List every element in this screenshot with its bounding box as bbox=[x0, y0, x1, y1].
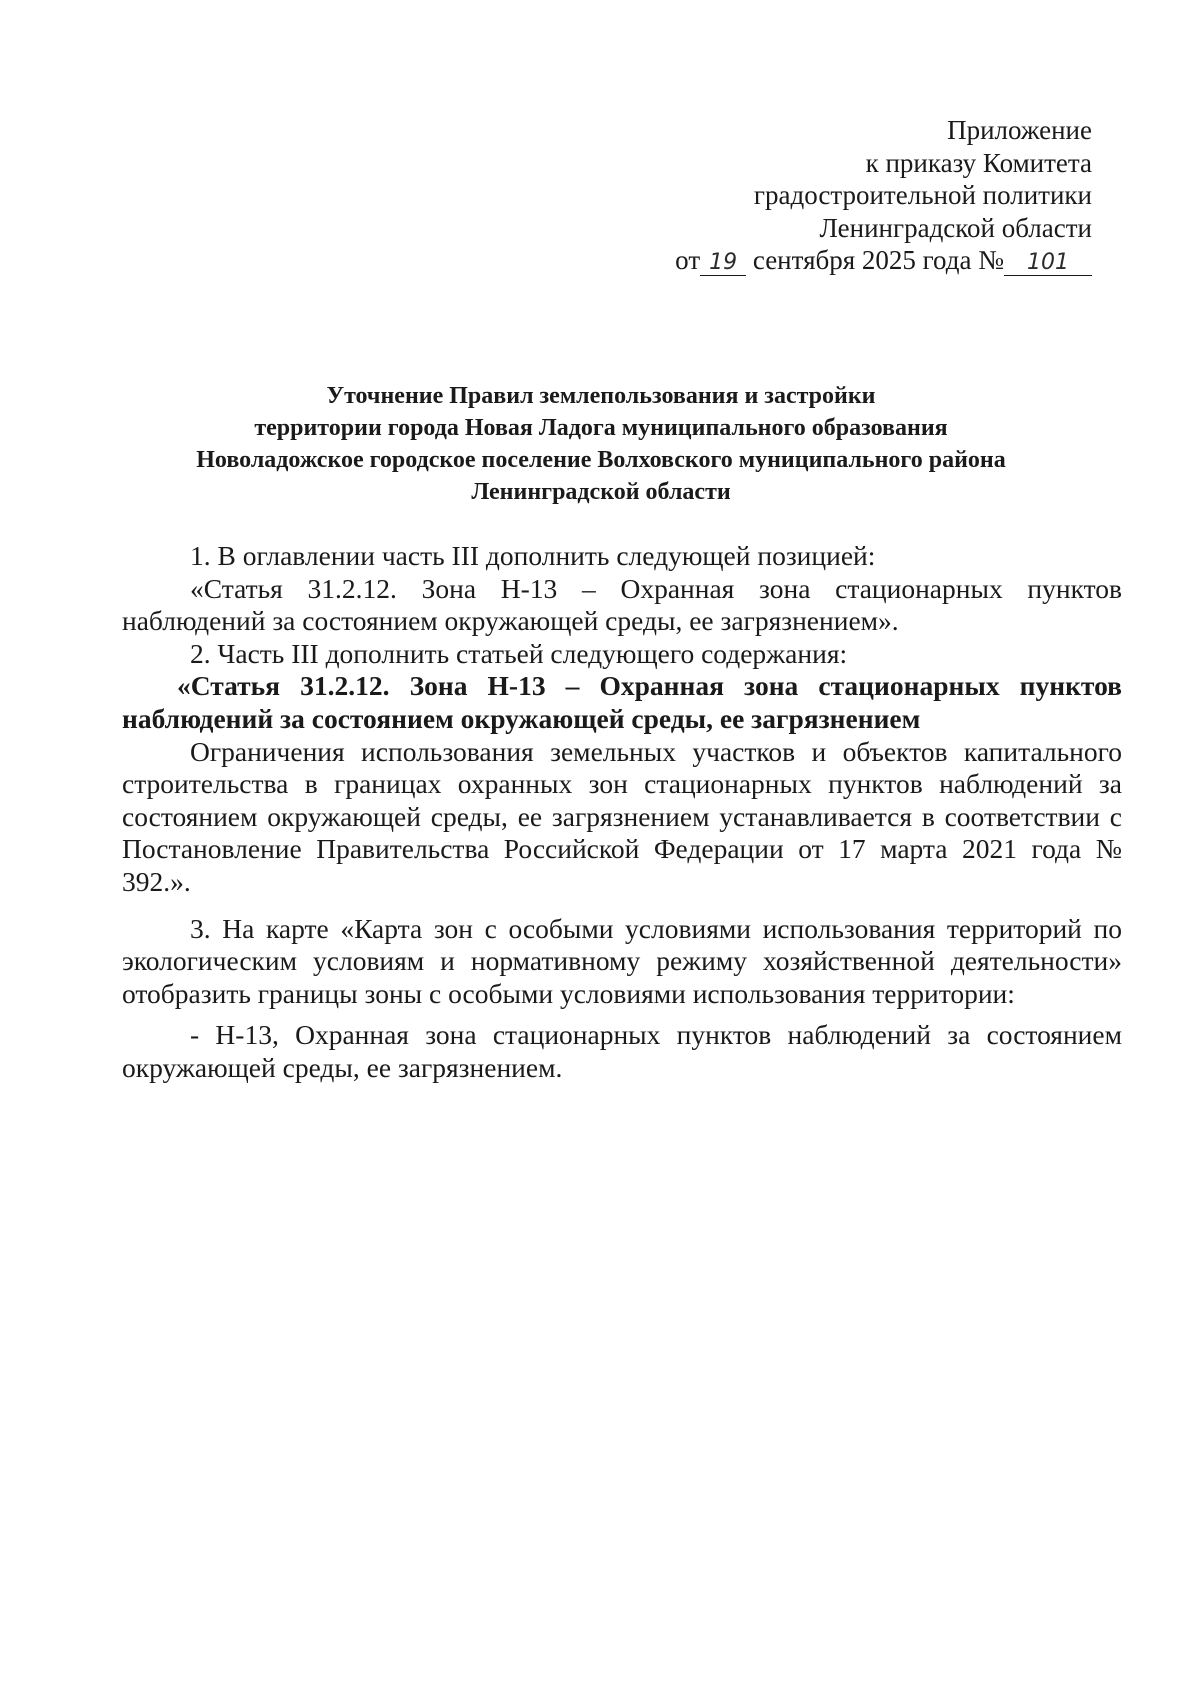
paragraph-1: 1. В оглавлении часть III дополнить следующей позицией: bbox=[190, 540, 876, 571]
article-heading: «Статья 31.2.12. Зона Н-13 – Охранная зона стационарных пунктов наблюдений за состоянием окружающей среды, ее загрязнением bbox=[122, 670, 1122, 734]
handwritten-day: 19 bbox=[700, 251, 746, 276]
appendix-date-line bbox=[572, 244, 1092, 277]
paragraph-restrictions: Ограничения использования земельных участков и объектов капитального строительства в границах охранных зон стационарных пунктов наблюдений за состоянием окружающей среды, ее загрязнением устанавливается в соответствии с Постановление Правительства Российской Федерации от 17 марта 2021 года № 392.». bbox=[122, 735, 1122, 897]
paragraph-2: «Статья 31.2.12. Зона Н-13 – Охранная зона стационарных пунктов наблюдений за состоянием окружающей среды, ее загрязнением». bbox=[122, 572, 1122, 637]
title-line-3: Новоладожское городское поселение Волховского муниципального района bbox=[196, 447, 1006, 473]
document-body bbox=[122, 540, 1122, 1085]
date-middle: сентября 2025 года № bbox=[752, 245, 1004, 275]
appendix-committee: градостроительной политики bbox=[753, 180, 1092, 210]
appendix-order-ref: к приказу Комитета bbox=[865, 147, 1092, 178]
title-line-2: территории города Новая Ладога муниципального образования bbox=[254, 415, 948, 441]
title-line-4: Ленинградской области bbox=[471, 479, 731, 505]
document-title bbox=[110, 380, 1092, 508]
appendix-header bbox=[572, 114, 1092, 277]
title-line-1: Уточнение Правил землепользования и застройки bbox=[326, 383, 876, 409]
paragraph-3-map: 3. На карте «Карта зон с особыми условиями использования территорий по экологическим условиям и нормативному режиму хозяйственной деятельности» отобразить границы зоны с особыми условиями использования территории: bbox=[122, 912, 1122, 1009]
handwritten-order-number: 101 bbox=[1004, 251, 1092, 276]
appendix-label: Приложение bbox=[947, 115, 1092, 145]
paragraph-zone-item: - Н-13, Охранная зона стационарных пунктов наблюдений за состоянием окружающей среды, ее загрязнением. bbox=[122, 1019, 1122, 1083]
paragraph-3: 2. Часть III дополнить статьей следующего содержания: bbox=[190, 637, 848, 669]
appendix-region: Ленинградской области bbox=[819, 212, 1092, 243]
date-prefix: от bbox=[675, 245, 701, 275]
